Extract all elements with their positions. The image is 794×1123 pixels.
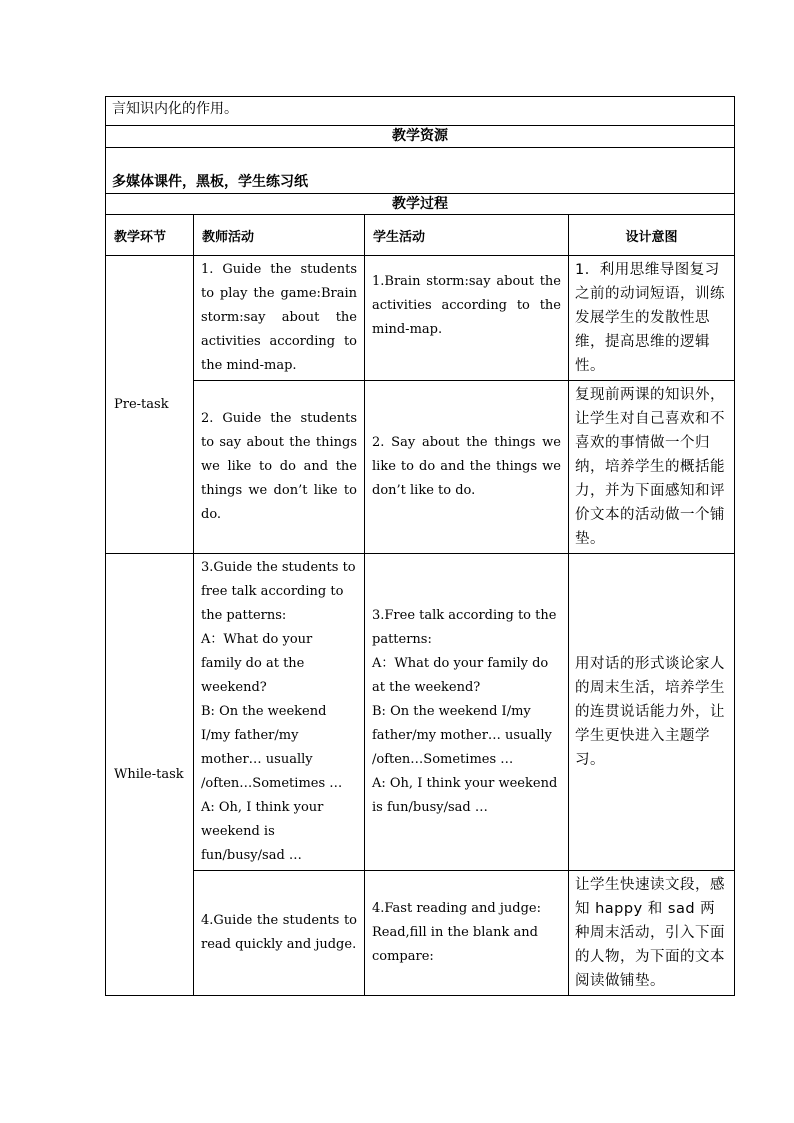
- header-teacher: 教师活动: [194, 215, 365, 256]
- resources-title: 教学资源: [106, 126, 735, 148]
- teacher-line: A: Oh, I think your: [201, 800, 324, 815]
- teacher-line: fun/busy/sad …: [201, 848, 302, 863]
- pre-task-design-2: 复现前两课的知识外，让学生对自己喜欢和不喜欢的事情做一个归纳，培养学生的概括能力，并为下面感知和评价文本的活动做一个铺垫。: [569, 381, 735, 554]
- pre-task-teacher-2: 2. Guide the students to say about the things we like to do and the things we don’t like to do.: [194, 381, 365, 554]
- stage-while-task: While-task: [106, 554, 194, 996]
- while-task-teacher-2: 4.Guide the students to read quickly and judge.: [194, 871, 365, 996]
- while-task-student-1: [365, 554, 569, 871]
- pre-task-student-2: 2. Say about the things we like to do and the things we don’t like to do.: [365, 381, 569, 554]
- table-row: [106, 256, 735, 381]
- intro-text: 言知识内化的作用。: [106, 97, 735, 126]
- table-row: [106, 381, 735, 554]
- header-row: [106, 215, 735, 256]
- pre-task-student-1: 1.Brain storm:say about the activities according to the mind-map.: [365, 256, 569, 381]
- student-line: at the weekend?: [372, 680, 481, 695]
- student-line: A：What do your family do: [372, 656, 549, 671]
- teacher-line: free talk according to: [201, 584, 344, 599]
- teacher-line: the patterns:: [201, 608, 287, 623]
- header-design: 设计意图: [569, 215, 735, 256]
- pre-task-design-1: 1．利用思维导图复习之前的动词短语，训练发展学生的发散性思维，提高思维的逻辑性。: [569, 256, 735, 381]
- student-line: is fun/busy/sad …: [372, 800, 488, 815]
- teacher-line: A：What do your: [201, 632, 313, 647]
- student-line: patterns:: [372, 632, 432, 647]
- table-row: [106, 554, 735, 871]
- student-line: 3.Free talk according to the: [372, 608, 557, 623]
- teacher-line: weekend?: [201, 680, 267, 695]
- table-row: [106, 871, 735, 996]
- while-task-teacher-1: [194, 554, 365, 871]
- student-line: /often…Sometimes …: [372, 752, 514, 767]
- header-student: 学生活动: [365, 215, 569, 256]
- teacher-line: 3.Guide the students to: [201, 560, 356, 575]
- teacher-line: weekend is: [201, 824, 275, 839]
- teacher-line: B: On the weekend: [201, 704, 327, 719]
- student-line: B: On the weekend I/my: [372, 704, 531, 719]
- student-line: A: Oh, I think your weekend: [372, 776, 558, 791]
- while-task-design-2: 让学生快速读文段，感知 happy 和 sad 两种周末活动，引入下面的人物，为下面的文本阅读做铺垫。: [569, 871, 735, 996]
- resources-content: 多媒体课件，黑板，学生练习纸: [106, 148, 735, 194]
- teacher-line: mother… usually: [201, 752, 313, 767]
- teacher-line: /often…Sometimes …: [201, 776, 343, 791]
- while-task-design-1: 用对话的形式谈论家人的周末生活，培养学生的连贯说话能力外，让学生更快进入主题学习。: [569, 554, 735, 871]
- teacher-line: family do at the: [201, 656, 305, 671]
- process-title: 教学过程: [106, 194, 735, 215]
- header-stage: 教学环节: [106, 215, 194, 256]
- teacher-line: I/my father/my: [201, 728, 299, 743]
- lesson-plan-table: [105, 96, 735, 996]
- student-line: father/my mother… usually: [372, 728, 552, 743]
- pre-task-teacher-1: 1. Guide the students to play the game:Brain storm:say about the activities according to the mind-map.: [194, 256, 365, 381]
- stage-pre-task: Pre-task: [106, 256, 194, 554]
- while-task-student-2: 4.Fast reading and judge: Read,fill in the blank and compare:: [365, 871, 569, 996]
